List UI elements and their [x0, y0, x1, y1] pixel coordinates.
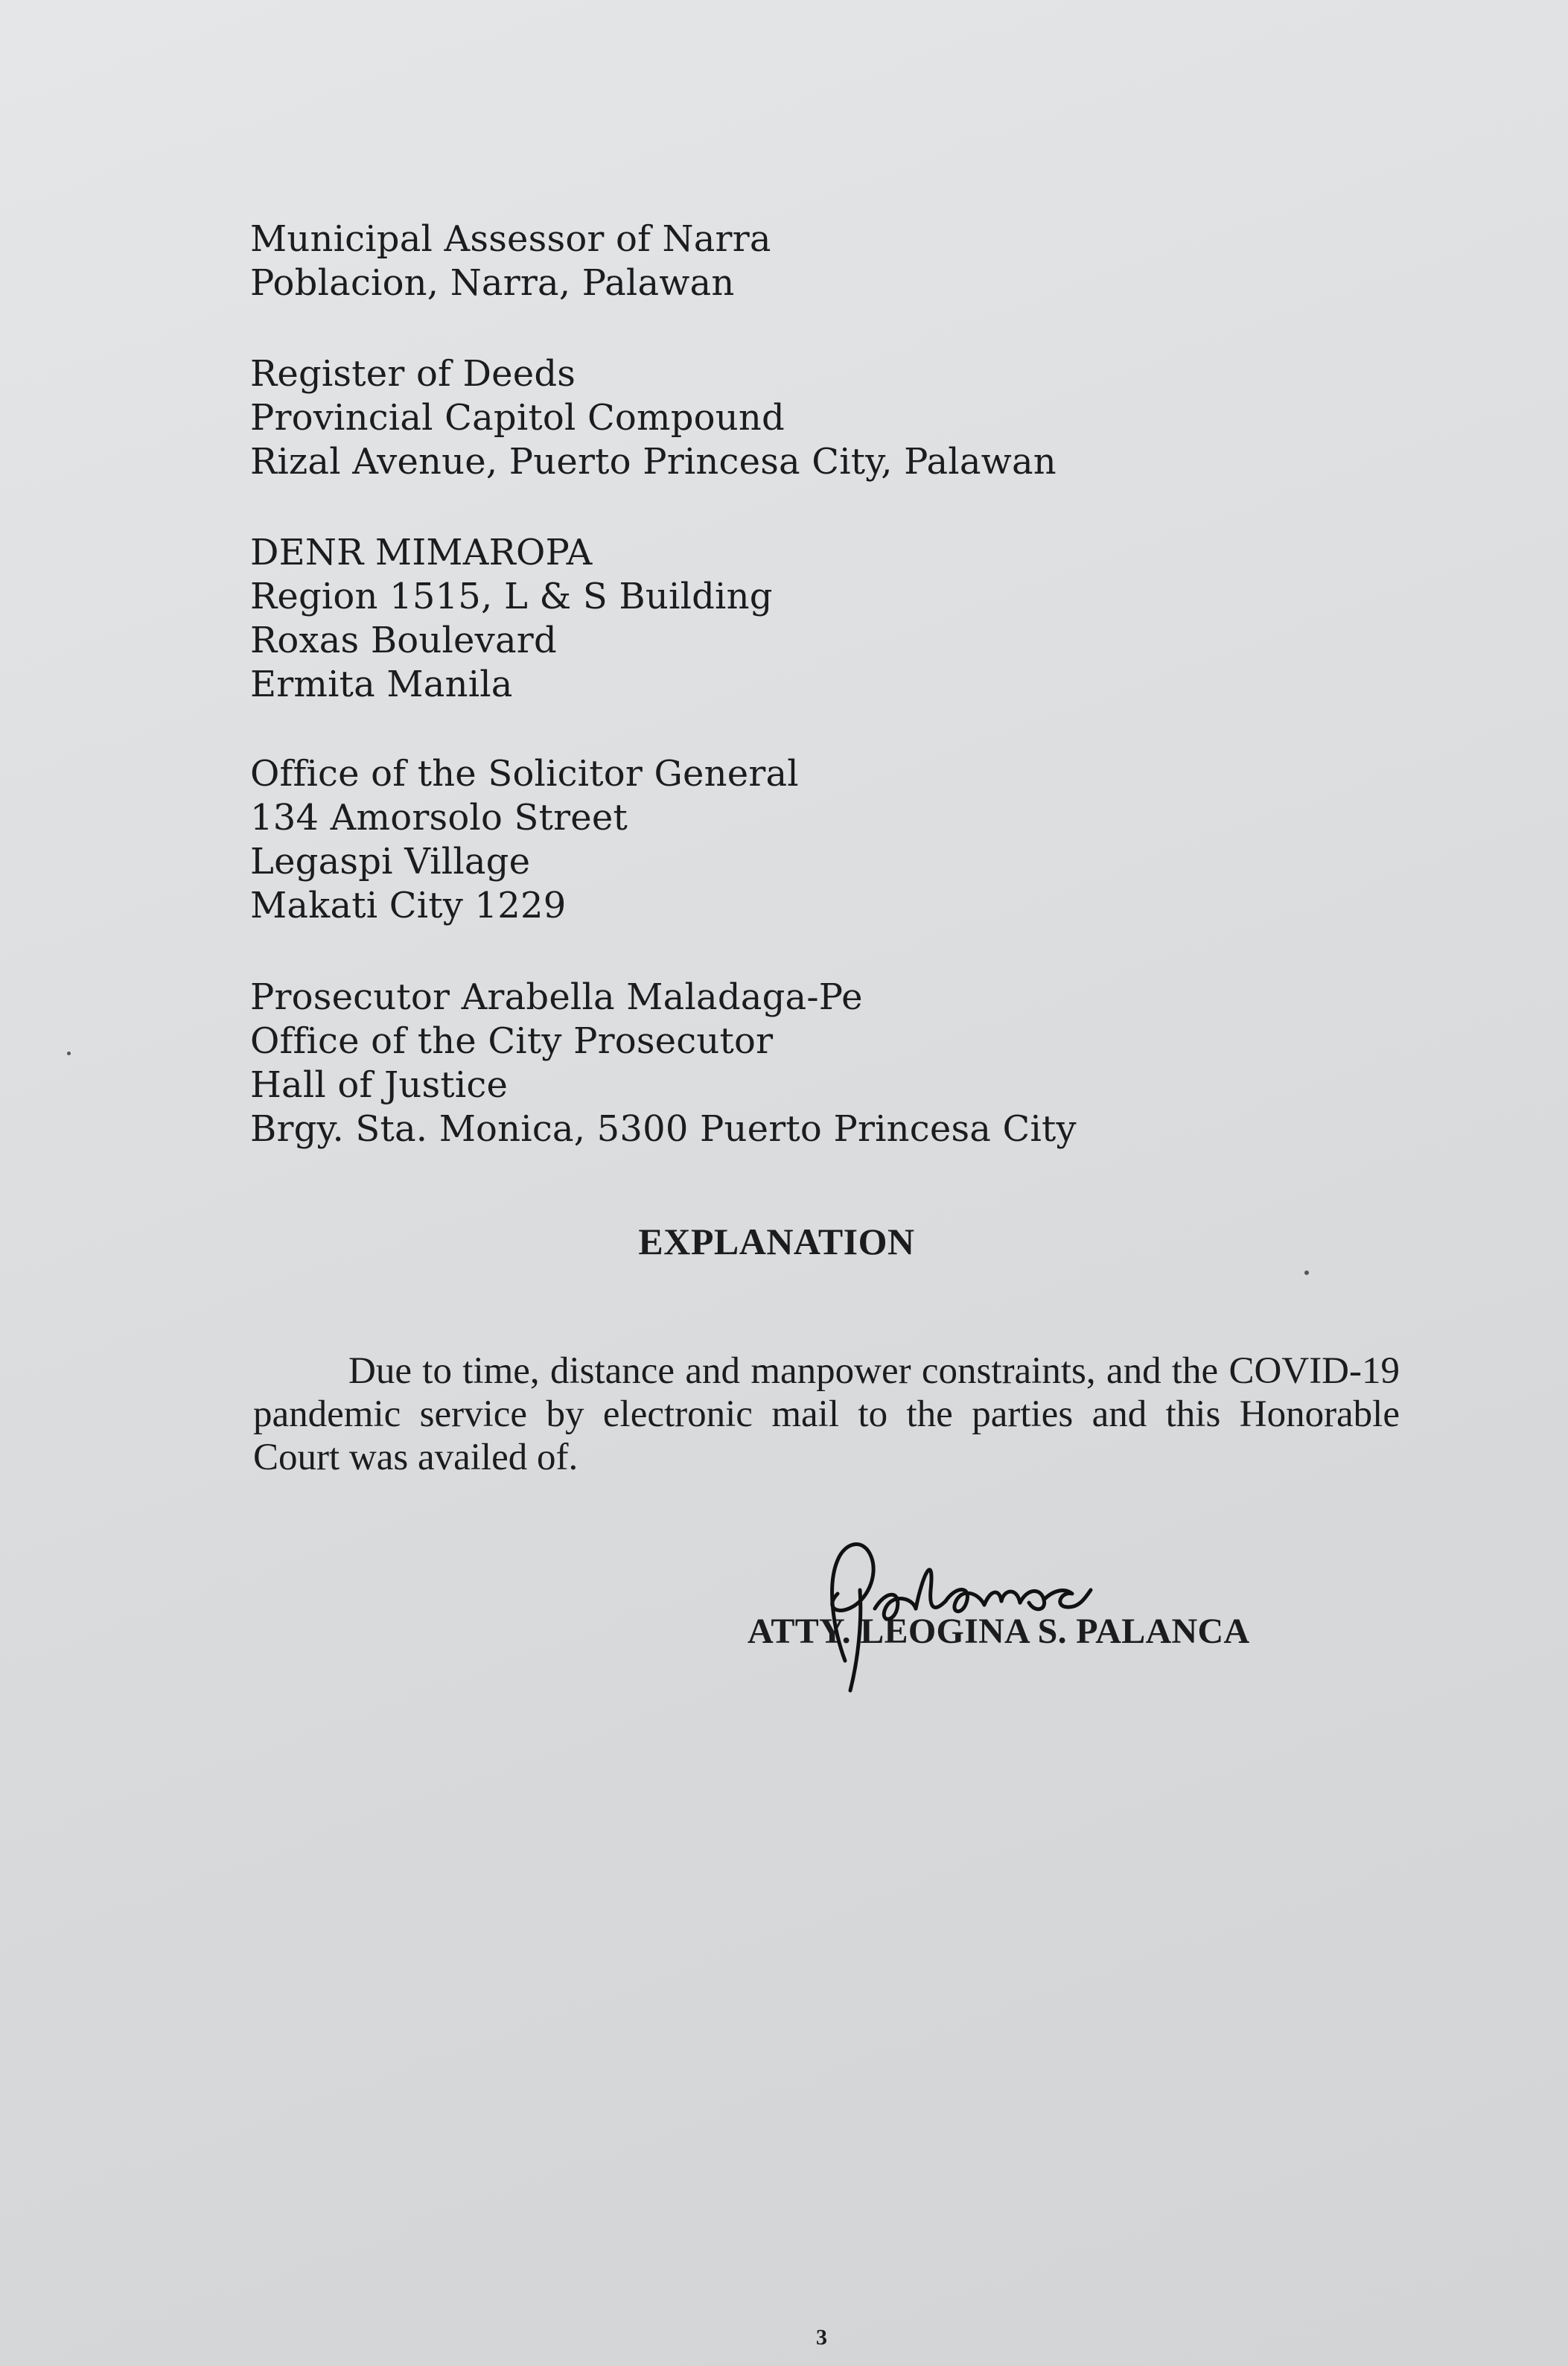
address-block-municipal-assessor — [250, 217, 771, 305]
paper-speck — [1304, 1271, 1309, 1275]
signatory-name: ATTY. LEOGINA S. PALANCA — [748, 1612, 1250, 1651]
address-line: Provincial Capitol Compound — [250, 397, 785, 439]
address-block-city-prosecutor — [250, 976, 1077, 1151]
address-line: Roxas Boulevard — [250, 620, 557, 661]
explanation-paragraph: Due to time, distance and manpower constraints, and the COVID-19 pandemic service by electronic mail to the parties and this Honorable Court was availed of. — [253, 1350, 1400, 1478]
address-line: 134 Amorsolo Street — [250, 797, 628, 839]
page-number: 3 — [816, 2325, 827, 2350]
address-line: Region 1515, L & S Building — [250, 576, 773, 617]
address-line: DENR MIMAROPA — [250, 532, 593, 573]
explanation-heading — [0, 1220, 1568, 1263]
address-line: Register of Deeds — [250, 353, 576, 395]
address-block-register-of-deeds — [250, 352, 1057, 484]
address-line: Prosecutor Arabella Maladaga-Pe — [250, 976, 863, 1018]
address-line: Office of the Solicitor General — [250, 753, 799, 795]
handwritten-signature — [804, 1519, 1206, 1698]
address-line: Poblacion, Narra, Palawan — [250, 262, 735, 304]
address-line: Makati City 1229 — [250, 885, 567, 926]
address-line: Ermita Manila — [250, 664, 513, 705]
address-line: Office of the City Prosecutor — [250, 1020, 774, 1062]
address-line: Hall of Justice — [250, 1064, 509, 1106]
address-block-denr — [250, 531, 773, 707]
address-line: Brgy. Sta. Monica, 5300 Puerto Princesa City — [250, 1108, 1077, 1150]
address-line: Legaspi Village — [250, 841, 531, 883]
address-block-solicitor-general — [250, 752, 799, 928]
explanation-heading-text: EXPLANATION — [638, 1221, 915, 1262]
address-line: Municipal Assessor of Narra — [250, 218, 771, 260]
paper-speck — [67, 1052, 71, 1055]
address-line: Rizal Avenue, Puerto Princesa City, Palawan — [250, 441, 1057, 483]
